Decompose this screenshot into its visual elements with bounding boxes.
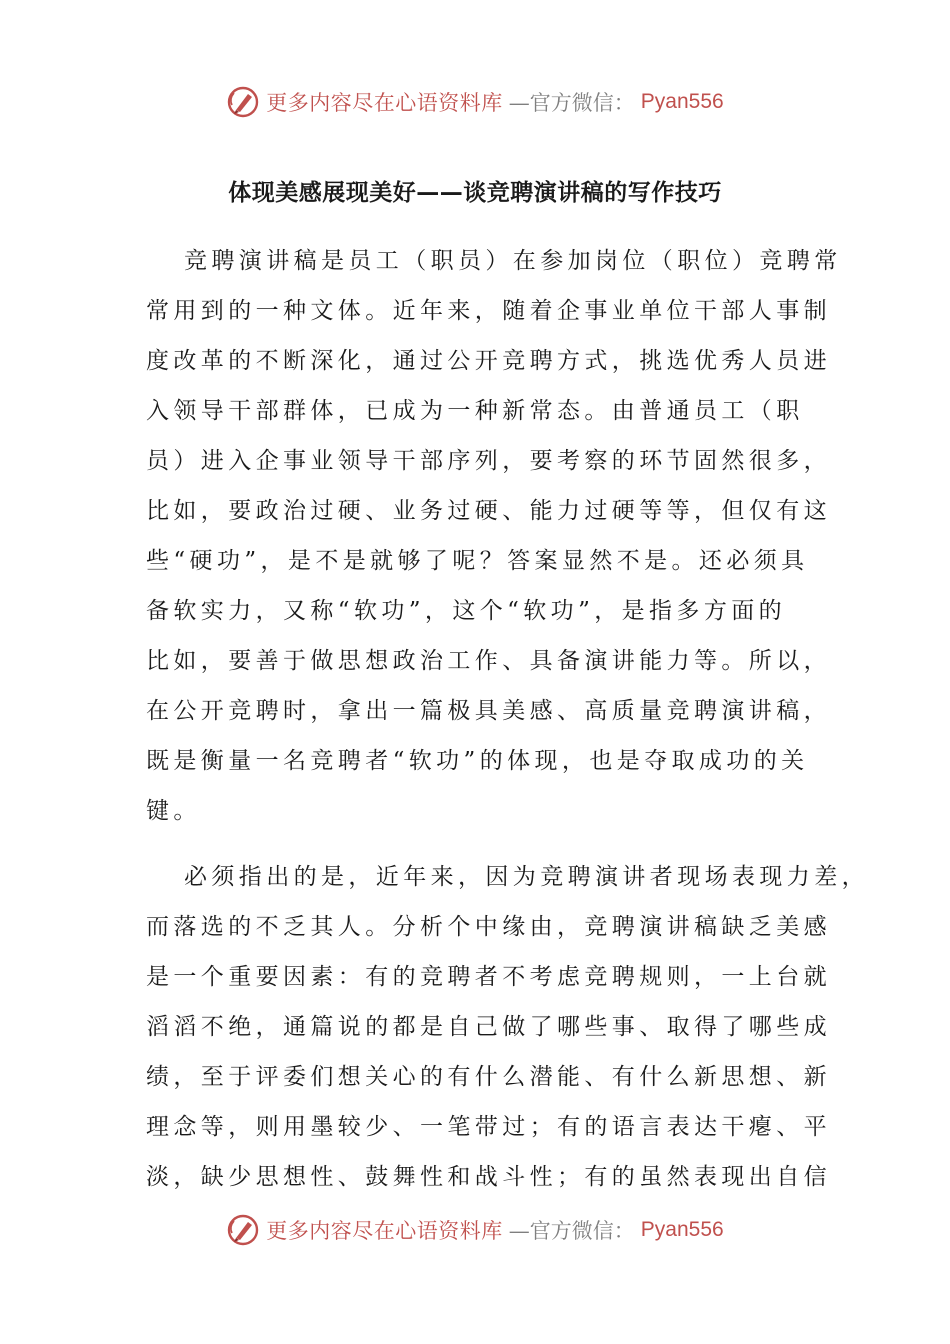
document-title: 体现美感展现美好——谈竞聘演讲稿的写作技巧 xyxy=(228,180,722,206)
text-line: 键。 xyxy=(146,798,201,824)
text-line: 在公开竞聘时，拿出一篇极具美感、高质量竞聘演讲稿， xyxy=(146,698,831,724)
paragraph-1 xyxy=(146,236,842,836)
text-line: 是一个重要因素：有的竞聘者不考虑竞聘规则，一上台就 xyxy=(146,964,831,990)
text-line: 必须指出的是，近年来，因为竞聘演讲者现场表现力差， xyxy=(184,864,869,890)
text-line: 淡，缺少思想性、鼓舞性和战斗性；有的虽然表现出自信 xyxy=(146,1164,831,1190)
text-line: 滔滔不绝，通篇说的都是自己做了哪些事、取得了哪些成 xyxy=(146,1014,831,1040)
banner-wechat-id: Pyan556 xyxy=(640,90,724,113)
banner-official-text: —官方微信： xyxy=(508,91,635,115)
banner-wechat-id: Pyan556 xyxy=(640,1218,724,1241)
text-line: 绩，至于评委们想关心的有什么潜能、有什么新思想、新 xyxy=(146,1064,831,1090)
pen-logo-icon xyxy=(226,85,260,119)
text-line: 比如，要政治过硬、业务过硬、能力过硬等等，但仅有这 xyxy=(146,498,831,524)
text-line: 备软实力，又称“软功”，这个“软功”，是指多方面的 xyxy=(146,598,787,624)
document-body xyxy=(146,236,869,1202)
text-line: 竞聘演讲稿是员工（职员）在参加岗位（职位）竞聘常 xyxy=(184,248,842,274)
pen-logo-icon xyxy=(226,1213,260,1247)
banner-brand-text: 更多内容尽在心语资料库 xyxy=(266,1219,503,1243)
text-line: 理念等，则用墨较少、一笔带过；有的语言表达干瘪、平 xyxy=(146,1114,831,1140)
text-line: 而落选的不乏其人。分析个中缘由，竞聘演讲稿缺乏美感 xyxy=(146,914,831,940)
text-line: 员）进入企事业领导干部序列，要考察的环节固然很多， xyxy=(146,448,831,474)
text-line: 入领导干部群体，已成为一种新常态。由普通员工（职 xyxy=(146,398,804,424)
text-line: 既是衡量一名竞聘者“软功”的体现，也是夺取成功的关 xyxy=(146,748,809,774)
paragraph-2 xyxy=(146,852,869,1202)
text-line: 比如，要善于做思想政治工作、具备演讲能力等。所以， xyxy=(146,648,831,674)
text-line: 些“硬功”，是不是就够了呢？答案显然不是。还必须具 xyxy=(146,548,809,574)
banner-brand-text: 更多内容尽在心语资料库 xyxy=(266,91,503,115)
header-banner xyxy=(0,80,950,124)
text-line: 常用到的一种文体。近年来，随着企事业单位干部人事制 xyxy=(146,298,831,324)
banner-official-text: —官方微信： xyxy=(508,1219,635,1243)
text-line: 度改革的不断深化，通过公开竞聘方式，挑选优秀人员进 xyxy=(146,348,831,374)
footer-banner xyxy=(0,1208,950,1252)
